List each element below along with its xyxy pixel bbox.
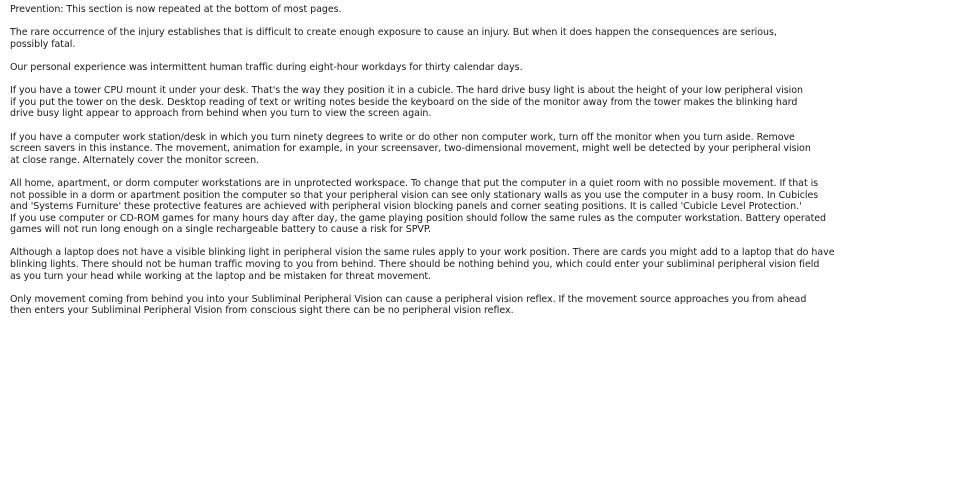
text-line: All home, apartment, or dorm computer workstations are in unprotected workspace. To change that put the computer in a quiet room with no possible movement. If that is: [10, 177, 819, 189]
text-line: games will not run long enough on a single rechargeable battery to cause a risk for SPVP.: [10, 224, 432, 236]
work-station-paragraph: [10, 132, 890, 167]
text-line: Our personal experience was intermittent human traffic during eight-hour workdays for thirty calendar days.: [10, 61, 523, 73]
text-line: Although a laptop does not have a visible blinking light in peripheral vision the same rules apply to your work position. There are cards you might add to a laptop that do have: [10, 247, 835, 259]
text-line: Only movement coming from behind you into your Subliminal Peripheral Vision can cause a peripheral vision reflex. If the movement source approaches you from ahead: [10, 293, 807, 305]
text-line: If you have a computer work station/desk in which you turn ninety degrees to write or do other non computer work, turn off the monitor when you turn aside. Remove: [10, 131, 795, 143]
text-line: If you have a tower CPU mount it under your desk. That's the way they position it in a cubicle. The hard drive busy light is about the height of your low peripheral vision: [10, 85, 803, 97]
prevention-heading-paragraph: [10, 4, 890, 16]
text-line: drive busy light appear to approach from behind when you turn to view the screen again.: [10, 108, 432, 120]
text-line: possibly fatal.: [10, 38, 76, 50]
text-line: then enters your Subliminal Peripheral Vision from conscious sight there can be no peripheral vision reflex.: [10, 305, 514, 317]
text-line: screen savers in this instance. The movement, animation for example, in your screensaver, two-dimensional movement, might well be detected by your peripheral vision: [10, 143, 811, 155]
personal-experience-paragraph: [10, 62, 890, 74]
document-body: [10, 4, 890, 329]
movement-source-paragraph: [10, 294, 890, 317]
rare-occurrence-paragraph: [10, 27, 890, 50]
home-workstations-paragraph: [10, 178, 890, 236]
tower-cpu-paragraph: [10, 85, 890, 120]
text-line: Prevention: This section is now repeated at the bottom of most pages.: [10, 4, 342, 15]
laptop-paragraph: [10, 247, 890, 282]
text-line: The rare occurrence of the injury establishes that is difficult to create enough exposure to cause an injury. But when it does happen the consequences are serious,: [10, 27, 777, 39]
text-line: and 'Systems Furniture' these protective features are achieved with peripheral vision blocking panels and corner seating positions. It is called 'Cubicle Level Protection.': [10, 201, 802, 213]
text-line: blinking lights. There should not be human traffic moving to you from behind. There should be nothing behind you, which could enter your subliminal peripheral vision field: [10, 259, 820, 271]
text-line: not possible in a dorm or apartment position the computer so that your peripheral vision can see only stationary walls as you use the computer in a busy room. In Cubicles: [10, 189, 819, 201]
text-line: as you turn your head while working at the laptop and be mistaken for threat movement.: [10, 270, 432, 282]
text-line: at close range. Alternately cover the monitor screen.: [10, 154, 260, 166]
text-line: If you use computer or CD-ROM games for many hours day after day, the game playing position should follow the same rules as the computer workstation. Battery operated: [10, 212, 827, 224]
text-line: if you put the tower on the desk. Desktop reading of text or writing notes beside the keyboard on the side of the monitor away from the tower makes the blinking hard: [10, 96, 798, 108]
